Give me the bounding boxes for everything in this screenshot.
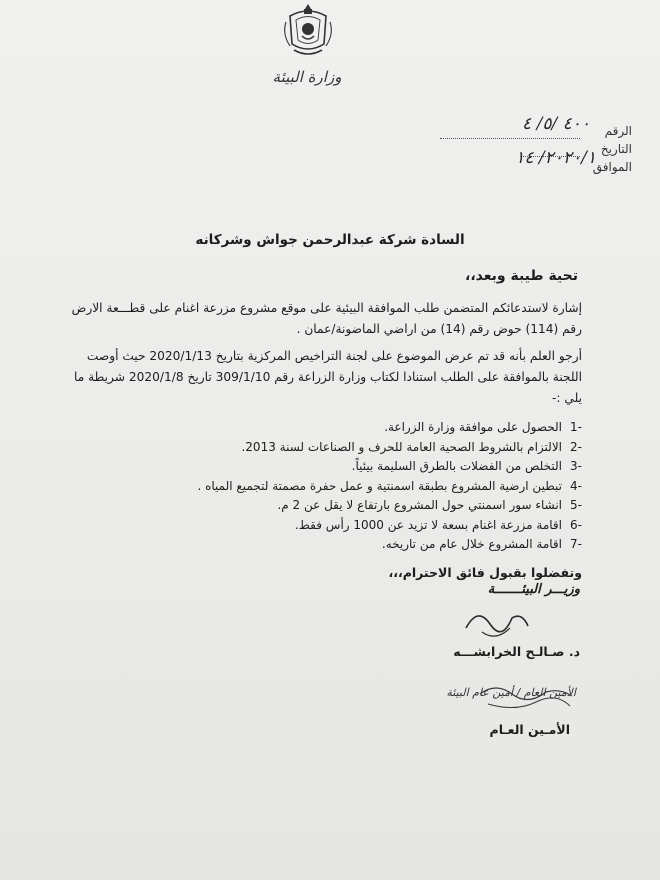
hijri-date-label: الموافق [592, 160, 632, 174]
condition-item: -4 تبطين ارضية المشروع بطبقة اسمنتية و عمل حفرة مصمتة لتجميع المياه . [197, 478, 582, 493]
addressee: السادة شركة عبدالرحمن جواش وشركانه [195, 232, 465, 248]
date-value: ٢٠٢٠/١/ ١٤ [515, 148, 596, 168]
date-label: التاريخ [600, 142, 632, 156]
minister-title: وزيـــر البيئـــــــة [487, 582, 580, 597]
paragraph-committee: أرجو العلم بأنه قد تم عرض الموضوع على لجنة التراخيص المركزية بتاريخ 2020/1/13 حيث أوصت اللجنة بالموافقة على الطلب استنادا لكتاب وزارة الزراعة رقم 309/1/10 تاريخ 2020/1/8 شريطة ما يلي :- [73, 349, 582, 405]
reference-number-label: الرقم [604, 124, 632, 138]
minister-signature [462, 598, 532, 646]
jordan-coat-of-arms-icon [280, 0, 336, 60]
condition-item: -2 الالتزام بالشروط الصحية العامة للحرف و الصناعات لسنة 2013. [241, 439, 582, 454]
condition-item: -5 انشاء سور اسمنتي حول المشروع بارتفاع لا يقل عن 2 م. [277, 498, 582, 512]
conditions-list [62, 418, 582, 555]
condition-item: -1 الحصول على موافقة وزارة الزراعة. [384, 420, 582, 434]
reference-number-value: ٤٠٠ /٥/ ٤ [522, 114, 590, 134]
condition-item: -6 اقامة مزرعة اغنام بسعة لا تزيد عن 1000 رأس فقط. [294, 517, 582, 532]
reference-number-line [440, 138, 580, 139]
condition-item: -3 التخلص من الفضلات بالطرق السليمة بيئياً. [351, 459, 582, 473]
ministry-name: وزارة البيئة [272, 68, 342, 86]
minister-name: د. صـالـح الخرابشـــه [453, 644, 580, 659]
condition-item: -7 اقامة المشروع خلال عام من تاريخه. [381, 537, 582, 551]
paragraph-request: إشارة لاستدعائكم المتضمن طلب الموافقة البيئية على موقع مشروع مزرعة اغنام على قطـــعة الارض رقم (114) حوض رقم (14) من اراضي الماضونة/عمان . [71, 301, 582, 336]
secretary-handwritten-note: الأمين العام / أمين عام البيئة [446, 686, 576, 699]
closing: وتفضلوا بقبول فائق الاحترام،،، [388, 565, 582, 580]
greeting: تحية طيبة وبعد،، [465, 268, 578, 284]
secretary-title: الأمـين العـام [489, 722, 570, 737]
